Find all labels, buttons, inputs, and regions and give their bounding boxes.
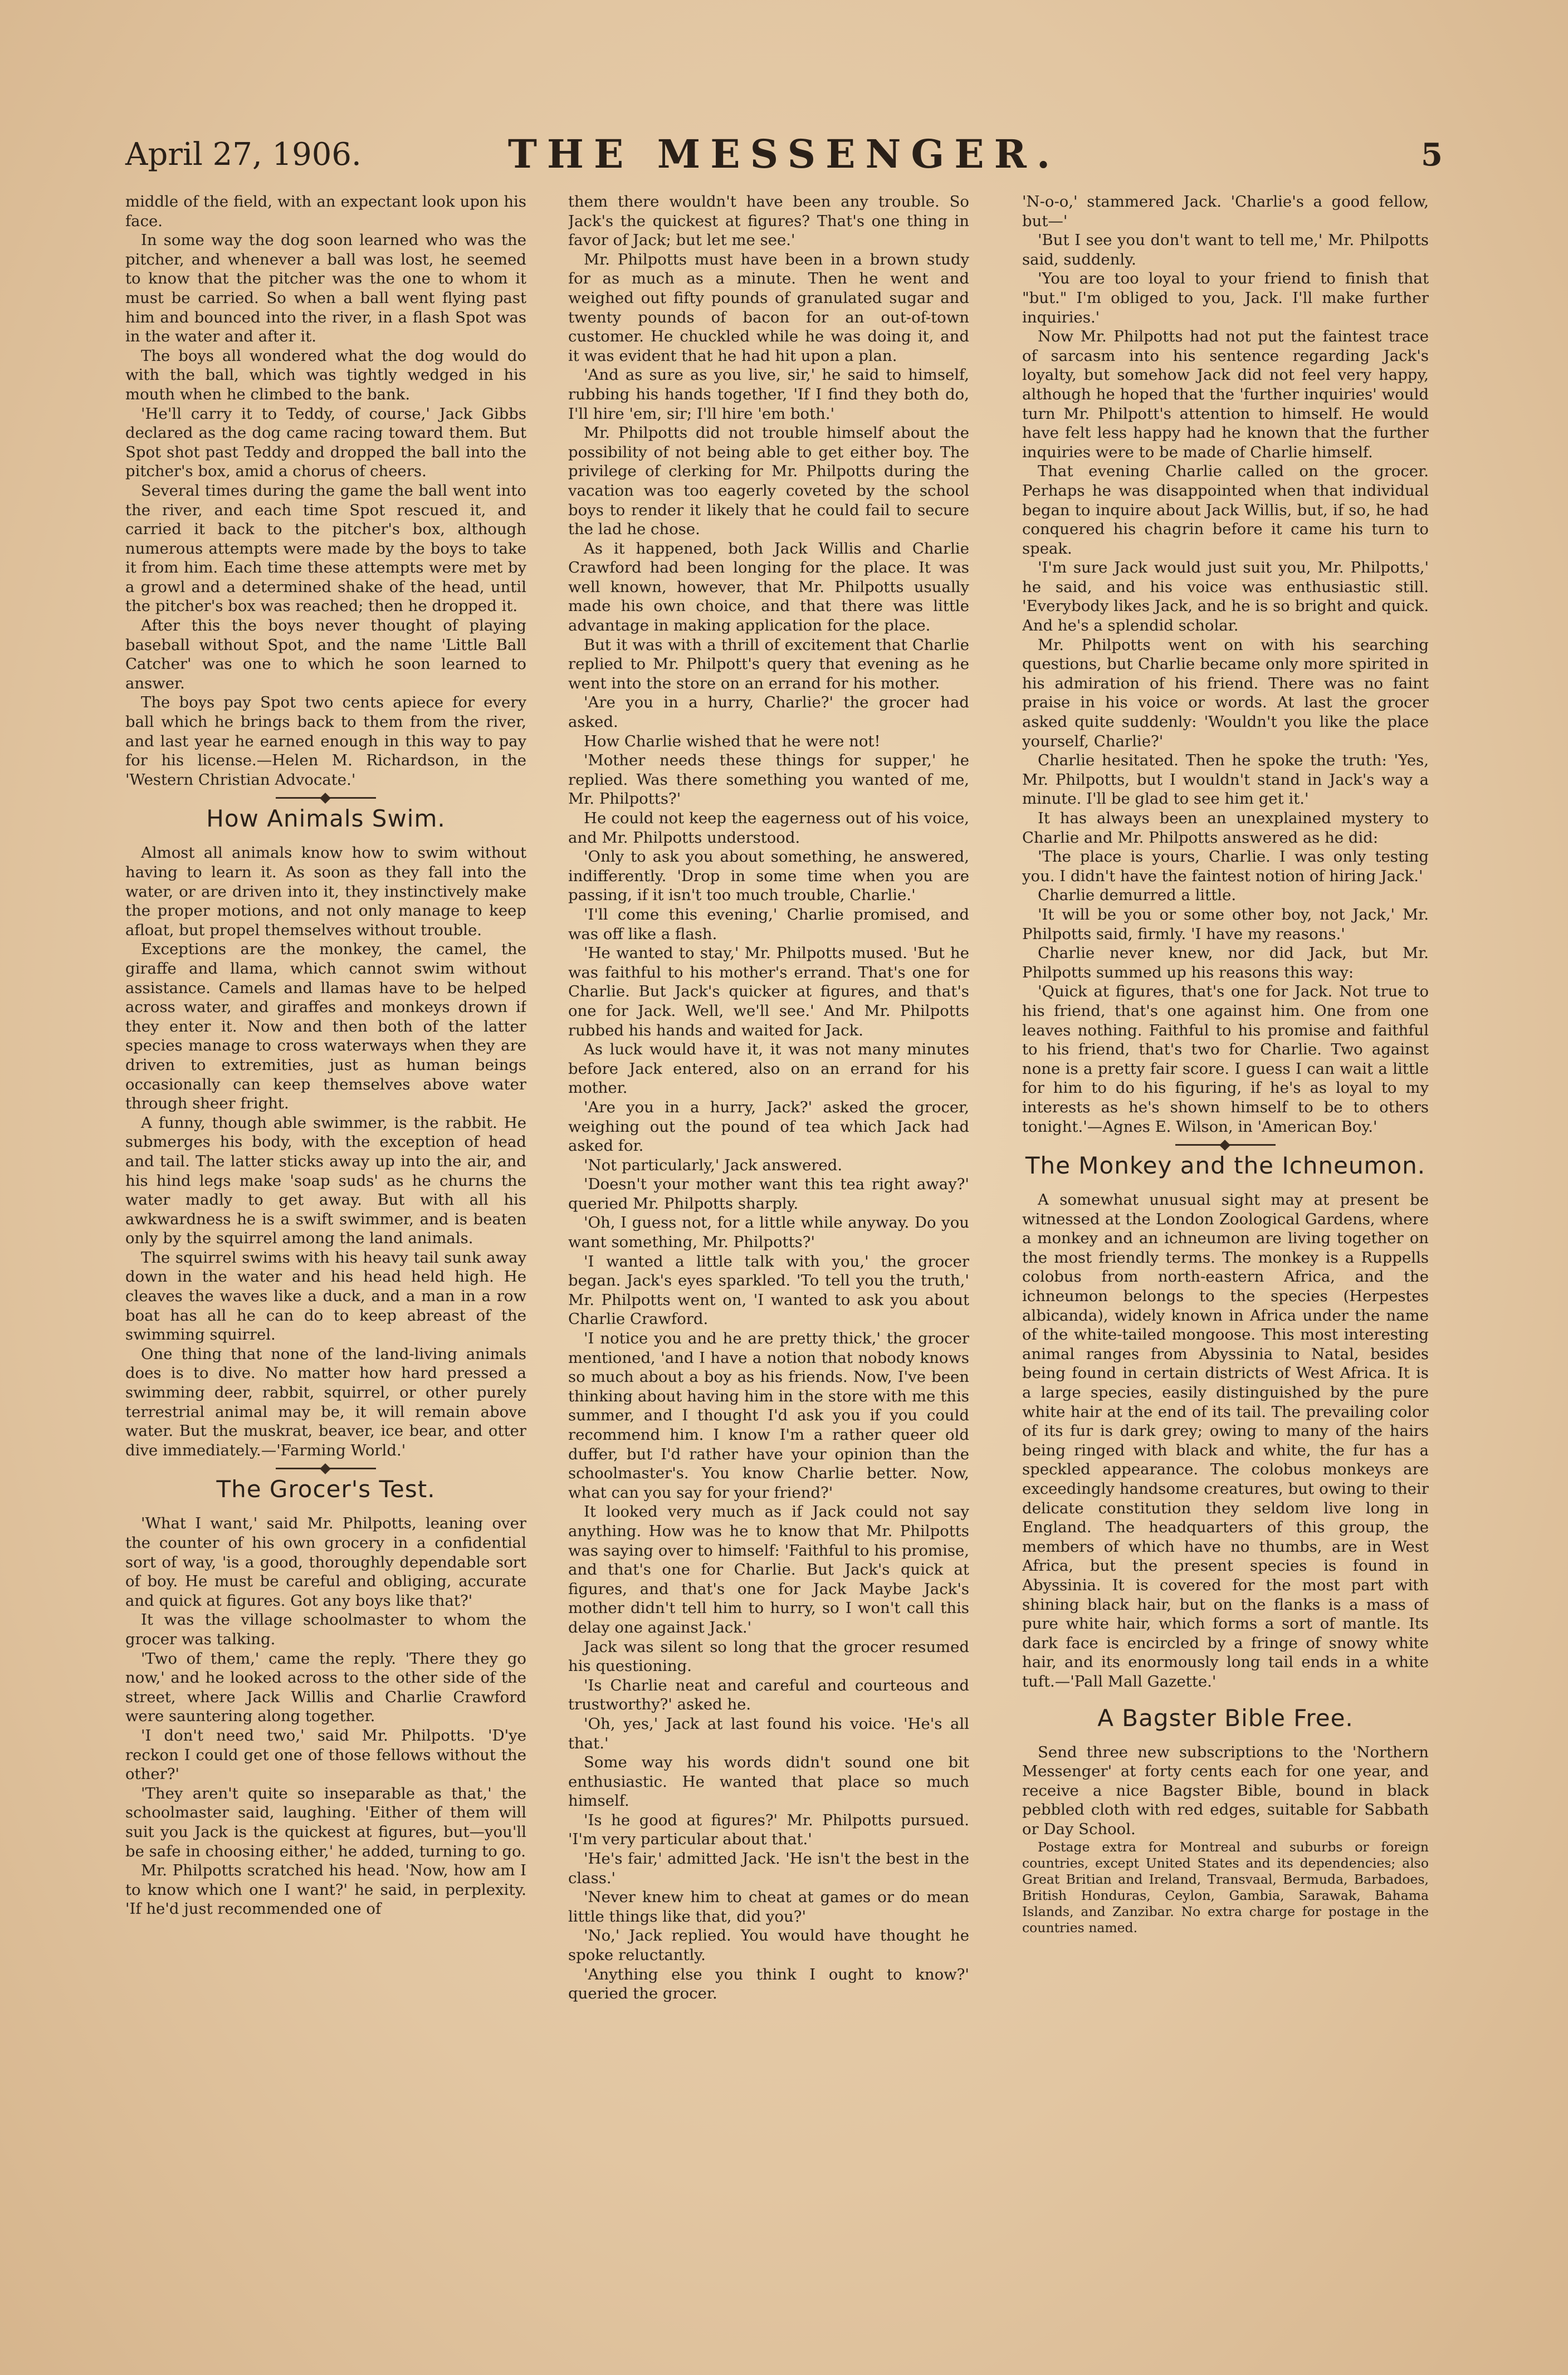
paragraph: The boys pay Spot two cents apiece for every ball which he brings back to them from the river, and last year he earned enough in this way to pay for his license.—Helen M. Richardson, in the 'Western Christian Advocate.' [125,693,526,789]
paragraph: 'I'll come this evening,' Charlie promised, and was off like a flash. [568,905,969,943]
paragraph: It was the village schoolmaster to whom the grocer was talking. [125,1611,526,1648]
paragraph: How Charlie wished that he were not! [584,732,881,750]
paragraph: 'But I see you don't want to tell me,' Mr. Philpotts said, suddenly. [1022,231,1429,268]
paragraph: middle of the field, with an expectant look upon his face. [125,193,526,230]
paragraph: 'Never knew him to cheat at games or do mean little things like that, did you?' [568,1888,969,1926]
page-header [125,120,1443,187]
paragraph: The boys all wondered what the dog would do with the ball, which was tightly wedged in his mouth when he climbed to the bank. [125,346,526,403]
paragraph: A funny, though able swimmer, is the rabbit. He submerges his body, with the exception of head and tail. The latter sticks away up into the air, and his hind legs make 'soap suds' as he churns the water madly to get away. But with all his awkwardness he is a swift swimmer, and is beaten only by the squirrel among the land animals. [125,1113,526,1248]
paragraph: Several times during the game the ball went into the river, and each time Spot rescued it, and carried it back to the pitcher's box, although numerous attempts were made by the boys to take it from him. Each time these attempts were met by a growl and a determined shake of the head, until the pitcher's box was reached; then he dropped it. [125,481,526,615]
paragraph: 'Are you in a hurry, Charlie?' the grocer had asked. [568,693,969,731]
paragraph: Send three new subscriptions to the 'Northern Messenger' at forty cents each for one year, and receive a nice Bagster Bible, bound in black pebbled cloth with red edges, suitable for Sabbath or Day School. [1022,1743,1429,1838]
paragraph: Charlie hesitated. Then he spoke the truth: 'Yes, Mr. Philpotts, but I wouldn't stand in Jack's way a minute. I'll be glad to see him get it.' [1022,751,1429,808]
postage-note: Postage extra for Montreal and suburbs or foreign countries, except United States and its dependencies; also Great Britian and Ireland, Transvaal, Bermuda, Barbadoes, British Honduras, Ceylon, Gambia, Sarawak, Bahama Islands, and Zanzibar. No extra charge for postage in the countries named. [1022,1839,1429,1936]
paragraph: Now Mr. Philpotts had not put the faintest trace of sarcasm into his sentence regarding Jack's loyalty, but somehow Jack did not feel very happy, although he hoped that the 'further inquiries' would turn Mr. Philpott's attention to himself. He would have felt less happy had he known that the further inquiries were to be made of Charlie himself. [1022,328,1429,461]
section-divider [1175,1144,1276,1146]
paragraph: 'Is Charlie neat and careful and courteous and trustworthy?' asked he. [568,1676,969,1714]
section-divider [276,1468,376,1469]
paragraph: Almost all animals know how to swim without having to learn it. As soon as they fall into the water, or are driven into it, they instinctively make the proper motions, and not only manage to keep afloat, but propel themselves without trouble. [125,844,526,939]
paragraph: 'Mother needs these things for supper,' he replied. Was there something you wanted of me, Mr. Philpotts?' [568,751,969,808]
paragraph: 'Not particularly,' Jack answered. [584,1156,843,1174]
paragraph: As luck would have it, it was not many minutes before Jack entered, also on an errand for his mother. [568,1040,969,1097]
column-3 [1022,192,1429,2309]
paragraph: Jack was silent so long that the grocer resumed his questioning. [568,1638,969,1675]
paragraph: Exceptions are the monkey, the camel, the giraffe and llama, which cannot swim without assistance. Camels and llamas have to be helped across water, and giraffes and monkeys drown if they enter it. Now and then both of the latter species manage to cross waterways when they are driven to extremities, just as human beings occasionally can keep themselves above water through sheer fright. [125,940,526,1113]
paragraph: 'He's fair,' admitted Jack. 'He isn't the best in the class.' [568,1850,969,1887]
paragraph: them there wouldn't have been any trouble. So Jack's the quickest at figures? That's one thing in favor of Jack; but let me see.' [568,193,969,250]
page-number: 5 [1421,136,1443,173]
paragraph: As it happened, both Jack Willis and Charlie Crawford had been longing for the place. It was well known, however, that Mr. Philpotts usually made his own choice, and that there was little advantage in making application for the place. [568,539,969,635]
article-headline: How Animals Swim. [206,805,446,833]
paragraph: One thing that none of the land-living animals does is to dive. No matter how hard pressed a swimming deer, rabbit, squirrel, or other purely terrestrial animal may be, it will remain above water. But the muskrat, beaver, ice bear, and otter dive immediately.—'Farming World.' [125,1345,526,1459]
paragraph: 'What I want,' said Mr. Philpotts, leaning over the counter of his own grocery in a confidential sort of way, 'is a good, thoroughly dependable sort of boy. He must be careful and obliging, accurate and quick at figures. Got any boys like that?' [125,1514,526,1610]
masthead-title: THE MESSENGER. [507,131,1061,177]
paragraph: But it was with a thrill of excitement that Charlie replied to Mr. Philpott's query that evening as he went into the store on an errand for his mother. [568,636,969,692]
column-1 [125,192,526,2309]
paragraph: 'Only to ask you about something, he answered, indifferently. 'Drop in some time when you are passing, if it isn't too much trouble, Charlie.' [568,848,969,905]
paragraph: 'N-o-o,' stammered Jack. 'Charlie's a good fellow, but—' [1022,193,1429,230]
section-divider [276,797,376,799]
paragraph: 'I'm sure Jack would just suit you, Mr. Philpotts,' he said, and his voice was enthusiastic still. 'Everybody likes Jack, and he is so bright and quick. And he's a splendid scholar. [1022,559,1429,635]
paragraph: Mr. Philpotts scratched his head. 'Now, how am I to know which one I want?' he said, in perplexity. 'If he'd just recommended one of [125,1861,526,1918]
paragraph: That evening Charlie called on the grocer. Perhaps he was disappointed when that individual began to inquire about Jack Willis, but, if so, he had conquered his chagrin before it came his turn to speak. [1022,462,1429,558]
paragraph: 'Two of them,' came the reply. 'There they go now,' and he looked across to the other side of the street, where Jack Willis and Charlie Crawford were sauntering along together. [125,1649,526,1726]
paragraph: 'He'll carry it to Teddy, of course,' Jack Gibbs declared as the dog came racing toward them. But Spot shot past Teddy and dropped the ball into the pitcher's box, amid a chorus of cheers. [125,404,526,481]
paragraph: 'Oh, I guess not, for a little while anyway. Do you want something, Mr. Philpotts?' [568,1214,969,1252]
article-headline: The Monkey and the Ichneumon. [1025,1152,1426,1180]
paragraph: 'Is he good at figures?' Mr. Philpotts pursued. 'I'm very particular about that.' [568,1811,969,1849]
paragraph: Charlie demurred a little. [1038,886,1237,905]
paragraph: It has always been an unexplained mystery to Charlie and Mr. Philpotts answered as he did: [1022,809,1429,847]
paragraph: He could not keep the eagerness out of his voice, and Mr. Philpotts understood. [568,809,969,847]
paragraph: Charlie never knew, nor did Jack, but Mr. Philpotts summed up his reasons this way: [1022,944,1429,981]
paragraph: 'And as sure as you live, sir,' he said to himself, rubbing his hands together, 'If I find they both do, I'll hire 'em, sir; I'll hire 'em both.' [568,366,969,423]
paragraph: After this the boys never thought of playing baseball without Spot, and the name 'Little Ball Catcher' was one to which he soon learned to answer. [125,617,526,692]
paragraph: 'Quick at figures, that's one for Jack. Not true to his friend, that's one against him. One from one leaves nothing. Faithful to his promise and faithful to his friend, that's two for Charlie. Two against none is a pretty fair score. I guess I can wait a little for him to do his figuring, if he's as loyal to my interests as he's shown himself to be to others tonight.'—Agnes E. Wilson, in 'American Boy.' [1022,983,1429,1136]
paragraph: Some way his words didn't sound one bit enthusiastic. He wanted that place so much himself. [568,1753,969,1810]
paragraph: It looked very much as if Jack could not say anything. How was he to know that Mr. Philpotts was saying over to himself: 'Faithful to his promise, and that's one for Charlie. But Jack's quick at figures, and that's one for Jack Maybe Jack's mother didn't tell him to hurry, so I won't call this delay one against Jack.' [568,1503,969,1636]
paragraph: 'No,' Jack replied. You would have thought he spoke reluctantly. [568,1927,969,1964]
paragraph: The squirrel swims with his heavy tail sunk away down in the water and his head held high. He cleaves the waves like a duck, and a man in a row boat has all he can do to keep abreast of the swimming squirrel. [125,1248,526,1344]
paragraph: 'I notice you and he are pretty thick,' the grocer mentioned, 'and I have a notion that nobody knows so much about a boy as his friends. Now, I've been thinking about having him in the store with me this summer, and I thought I'd ask you if you could recommend him. I know I'm a rather queer old duffer, but I'd rather have your opinion than the schoolmaster's. You know Charlie better. Now, what can you say for your friend?' [568,1330,969,1502]
article-headline: The Grocer's Test. [216,1475,436,1503]
issue-date: April 27, 1906. [125,136,362,173]
paragraph: 'They aren't quite so inseparable as that,' the schoolmaster said, laughing. 'Either of them will suit you Jack is the quickest at figures, but—you'll be safe in choosing either,' he added, turning to go. [125,1784,526,1860]
paragraph: 'He wanted to stay,' Mr. Philpotts mused. 'But he was faithful to his mother's errand. That's one for Charlie. But Jack's quicker at figures, and that's one for Jack. Well, we'll see.' And Mr. Philpotts rubbed his hands and waited for Jack. [568,944,969,1039]
column-2 [568,192,969,2309]
paragraph: 'Oh, yes,' Jack at last found his voice. 'He's all that.' [568,1714,969,1752]
article-headline: A Bagster Bible Free. [1097,1704,1354,1732]
paragraph: 'The place is yours, Charlie. I was only testing you. I didn't have the faintest notion of hiring Jack.' [1022,848,1429,885]
paragraph: 'It will be you or some other boy, not Jack,' Mr. Philpotts said, firmly. 'I have my reasons.' [1022,905,1429,943]
paragraph: 'I wanted a little talk with you,' the grocer began. Jack's eyes sparkled. 'To tell you the truth,' Mr. Philpotts went on, 'I wanted to ask you about Charlie Crawford. [568,1252,969,1328]
paragraph: 'Doesn't your mother want this tea right away?' queried Mr. Philpotts sharply. [568,1175,969,1213]
paragraph: In some way the dog soon learned who was the pitcher, and whenever a ball was lost, he seemed to know that the pitcher was the one to whom it must be carried. So when a ball went flying past him and bounced into the river, in a flash Spot was in the water and after it. [125,231,526,346]
paragraph: Mr. Philpotts went on with his searching questions, but Charlie became only more spirited in his admiration of his friend. There was no faint praise in his voice or words. At last the grocer asked quite suddenly: 'Wouldn't you like the place yourself, Charlie?' [1022,636,1429,750]
paragraph: 'I don't need two,' said Mr. Philpotts. 'D'ye reckon I could get one of those fellows without the other?' [125,1726,526,1783]
paragraph: Mr. Philpotts must have been in a brown study for as much as a minute. Then he went and weighed out fifty pounds of granulated sugar and twenty pounds of bacon for an out-of-town customer. He chuckled while he was doing it, and it was evident that he had hit upon a plan. [568,250,969,365]
paragraph: 'Are you in a hurry, Jack?' asked the grocer, weighing out the pound of tea which Jack had asked for. [568,1098,969,1155]
paragraph: Mr. Philpotts did not trouble himself about the possibility of not being able to get either boy. The privilege of clerking for Mr. Philpotts during the vacation was too eagerly coveted by the school boys to render it likely that he could fail to secure the lad he chose. [568,424,969,539]
paragraph: 'Anything else you think I ought to know?' queried the grocer. [568,1965,969,2003]
paragraph: A somewhat unusual sight may at present be witnessed at the London Zoological Gardens, where a monkey and an ichneumon are living together on the most friendly terms. The monkey is a Ruppells colobus from north-eastern Africa, and the ichneumon belongs to the species (Herpestes albicanda), widely known in Africa under the name of the white-tailed mongoose. This most interesting animal ranges from Abyssinia to Natal, besides being found in certain districts of West Africa. It is a large species, easily distinguished by the pure white hair at the end of its tail. The prevailing color of its fur is dark grey; owing to many of the hairs being ringed with black and white, the fur has a speckled appearance. The colobus monkeys are exceedingly handsome creatures, but owing to their delicate constitution they seldom live long in England. The headquarters of this group, the members of which have no thumbs, are in West Africa, but the present species is found in Abyssinia. It is covered for the most part with shining black hair, but on the flanks is a mass of pure white hair, which forms a sort of mantle. Its dark face is encircled by a fringe of snowy white hair, and its enormously long tail ends in a white tuft.—'Pall Mall Gazette.' [1022,1191,1429,1690]
paragraph: 'You are too loyal to your friend to finish that "but." I'm obliged to you, Jack. I'll make further inquiries.' [1022,270,1429,326]
